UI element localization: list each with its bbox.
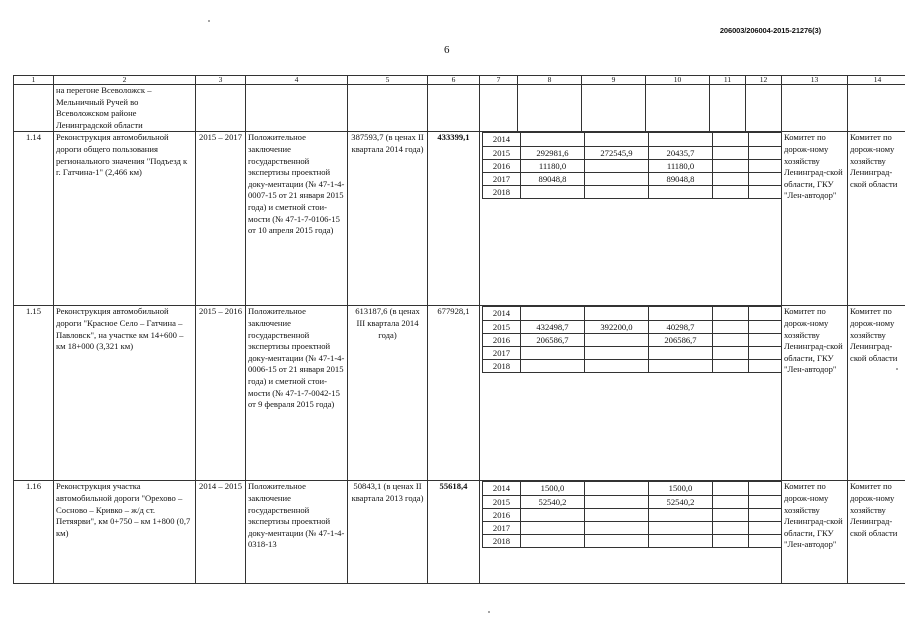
funding-years bbox=[480, 132, 782, 306]
responsible: Комитет по дорож-ному хозяйству Ленинград-ской области bbox=[848, 132, 905, 306]
amount-federal: 272545,9 bbox=[585, 146, 649, 159]
amount-regional bbox=[649, 521, 713, 534]
document-id: 206003/206004-2015-21276(3) bbox=[719, 26, 821, 35]
year-row bbox=[483, 346, 782, 359]
amount-regional: 52540,2 bbox=[649, 495, 713, 508]
column-number-row bbox=[14, 76, 905, 85]
amount-total bbox=[521, 508, 585, 521]
amount-regional: 206586,7 bbox=[649, 333, 713, 346]
year-row bbox=[483, 159, 782, 172]
amount-total bbox=[521, 186, 585, 199]
year: 2017 bbox=[483, 346, 521, 359]
year-row bbox=[483, 535, 782, 548]
row-number: 1.14 bbox=[14, 132, 54, 306]
amount-federal bbox=[585, 535, 649, 548]
period: 2015 – 2016 bbox=[196, 306, 246, 481]
table-row bbox=[14, 481, 905, 584]
responsible: Комитет по дорож-ному хозяйству Ленинград-ской области bbox=[848, 306, 905, 481]
year: 2015 bbox=[483, 320, 521, 333]
amount-total bbox=[521, 133, 585, 146]
year-row bbox=[483, 146, 782, 159]
year: 2017 bbox=[483, 521, 521, 534]
amount-regional: 20435,7 bbox=[649, 146, 713, 159]
year-row bbox=[483, 521, 782, 534]
base-cost: 50843,1 (в ценах II квартала 2013 года) bbox=[348, 481, 428, 584]
year: 2015 bbox=[483, 146, 521, 159]
amount-total: 292981,6 bbox=[521, 146, 585, 159]
amount-regional bbox=[649, 307, 713, 320]
year-row bbox=[483, 320, 782, 333]
object-name: Реконструкция участка автомобильной дороги "Орехово – Сосново – Кривко – ж/д ст. Петяярви", км 0+750 – км 1+800 (0,7 км) bbox=[54, 481, 196, 584]
total-cost: 55618,4 bbox=[428, 481, 480, 584]
amount-federal bbox=[585, 360, 649, 373]
base-cost: 387593,7 (в ценах II квартала 2014 года) bbox=[348, 132, 428, 306]
amount-regional bbox=[649, 186, 713, 199]
object-name: Реконструкция автомобильной дороги "Красное Село – Гатчина – Павловск", на участке км 14+600 – км 18+000 (3,321 км) bbox=[54, 306, 196, 481]
amount-total: 206586,7 bbox=[521, 333, 585, 346]
year: 2014 bbox=[483, 133, 521, 146]
col-num: 14 bbox=[848, 76, 905, 85]
year: 2016 bbox=[483, 333, 521, 346]
amount-total: 11180,0 bbox=[521, 159, 585, 172]
amount-regional bbox=[649, 360, 713, 373]
year-row bbox=[483, 133, 782, 146]
object-name: Реконструкция автомобильной дороги общего пользования регионального значения "Подъезд к г. Гатчина-1" (2,466 км) bbox=[54, 132, 196, 306]
amount-federal bbox=[585, 508, 649, 521]
amount-federal bbox=[585, 307, 649, 320]
year-row bbox=[483, 360, 782, 373]
amount-regional: 1500,0 bbox=[649, 482, 713, 495]
amount-total bbox=[521, 535, 585, 548]
col-num: 3 bbox=[196, 76, 246, 85]
amount-federal bbox=[585, 172, 649, 185]
page-number: 6 bbox=[444, 44, 450, 56]
total-cost: 677928,1 bbox=[428, 306, 480, 481]
year-row bbox=[483, 172, 782, 185]
continuation-row bbox=[14, 85, 905, 132]
col-num: 4 bbox=[246, 76, 348, 85]
expertise-text: Положительное заключение государственной экспертизы проектной доку-ментации (№ 47-1-4-0006-15 от 21 января 2015 года) и сметной стои-мости (№ 47-1-7-0042-15 от 9 февраля 2015 года) bbox=[246, 306, 348, 481]
funding-years bbox=[480, 306, 782, 481]
amount-regional bbox=[649, 133, 713, 146]
col-num: 11 bbox=[710, 76, 746, 85]
amount-federal bbox=[585, 521, 649, 534]
table-row bbox=[14, 132, 905, 306]
col-num: 13 bbox=[782, 76, 848, 85]
amount-federal bbox=[585, 159, 649, 172]
continuation-name: на перегоне Всеволожск – Мельничный Ручей во Всеволожском районе Ленинградской области bbox=[54, 85, 196, 132]
period: 2014 – 2015 bbox=[196, 481, 246, 584]
year-row bbox=[483, 495, 782, 508]
amount-regional: 40298,7 bbox=[649, 320, 713, 333]
year-row bbox=[483, 307, 782, 320]
col-num: 8 bbox=[518, 76, 582, 85]
year: 2014 bbox=[483, 482, 521, 495]
amount-total: 432498,7 bbox=[521, 320, 585, 333]
scan-speck bbox=[208, 20, 210, 22]
year: 2018 bbox=[483, 186, 521, 199]
year: 2018 bbox=[483, 535, 521, 548]
table-row bbox=[14, 306, 905, 481]
scan-speck bbox=[488, 611, 490, 613]
year-row bbox=[483, 333, 782, 346]
period: 2015 – 2017 bbox=[196, 132, 246, 306]
col-num: 12 bbox=[746, 76, 782, 85]
col-num: 10 bbox=[646, 76, 710, 85]
col-num: 5 bbox=[348, 76, 428, 85]
amount-regional bbox=[649, 346, 713, 359]
year-row bbox=[483, 482, 782, 495]
amount-federal bbox=[585, 186, 649, 199]
amount-total bbox=[521, 521, 585, 534]
col-num: 6 bbox=[428, 76, 480, 85]
customer: Комитет по дорож-ному хозяйству Ленинград-ской области, ГКУ "Лен-автодор" bbox=[782, 132, 848, 306]
row-number: 1.15 bbox=[14, 306, 54, 481]
amount-total: 1500,0 bbox=[521, 482, 585, 495]
col-num: 1 bbox=[14, 76, 54, 85]
amount-total bbox=[521, 346, 585, 359]
amount-total: 89048,8 bbox=[521, 172, 585, 185]
col-num: 2 bbox=[54, 76, 196, 85]
amount-federal bbox=[585, 495, 649, 508]
amount-federal bbox=[585, 133, 649, 146]
col-num: 7 bbox=[480, 76, 518, 85]
year: 2018 bbox=[483, 360, 521, 373]
amount-federal bbox=[585, 333, 649, 346]
amount-regional bbox=[649, 508, 713, 521]
expertise-text: Положительное заключение государственной экспертизы проектной доку-ментации (№ 47-1-4-0007-15 от 21 января 2015 года) и сметной стои-мости (№ 47-1-7-0106-15 от 10 апреля 2015 года) bbox=[246, 132, 348, 306]
year: 2017 bbox=[483, 172, 521, 185]
col-num: 9 bbox=[582, 76, 646, 85]
row-number: 1.16 bbox=[14, 481, 54, 584]
program-table bbox=[13, 75, 905, 584]
year: 2014 bbox=[483, 307, 521, 320]
year: 2016 bbox=[483, 508, 521, 521]
amount-total bbox=[521, 360, 585, 373]
amount-regional: 89048,8 bbox=[649, 172, 713, 185]
scan-speck bbox=[896, 368, 898, 370]
base-cost: 613187,6 (в ценах III квартала 2014 года) bbox=[348, 306, 428, 481]
funding-years bbox=[480, 481, 782, 584]
amount-regional bbox=[649, 535, 713, 548]
customer: Комитет по дорож-ному хозяйству Ленинград-ской области, ГКУ "Лен-автодор" bbox=[782, 481, 848, 584]
year-row bbox=[483, 186, 782, 199]
expertise-text: Положительное заключение государственной экспертизы проектной доку-ментации (№ 47-1-4-0318-13 bbox=[246, 481, 348, 584]
amount-total: 52540,2 bbox=[521, 495, 585, 508]
responsible: Комитет по дорож-ному хозяйству Ленинград-ской области bbox=[848, 481, 905, 584]
amount-federal: 392200,0 bbox=[585, 320, 649, 333]
amount-regional: 11180,0 bbox=[649, 159, 713, 172]
year: 2016 bbox=[483, 159, 521, 172]
year-row bbox=[483, 508, 782, 521]
year: 2015 bbox=[483, 495, 521, 508]
customer: Комитет по дорож-ному хозяйству Ленинград-ской области, ГКУ "Лен-автодор" bbox=[782, 306, 848, 481]
amount-federal bbox=[585, 482, 649, 495]
amount-total bbox=[521, 307, 585, 320]
total-cost: 433399,1 bbox=[428, 132, 480, 306]
amount-federal bbox=[585, 346, 649, 359]
